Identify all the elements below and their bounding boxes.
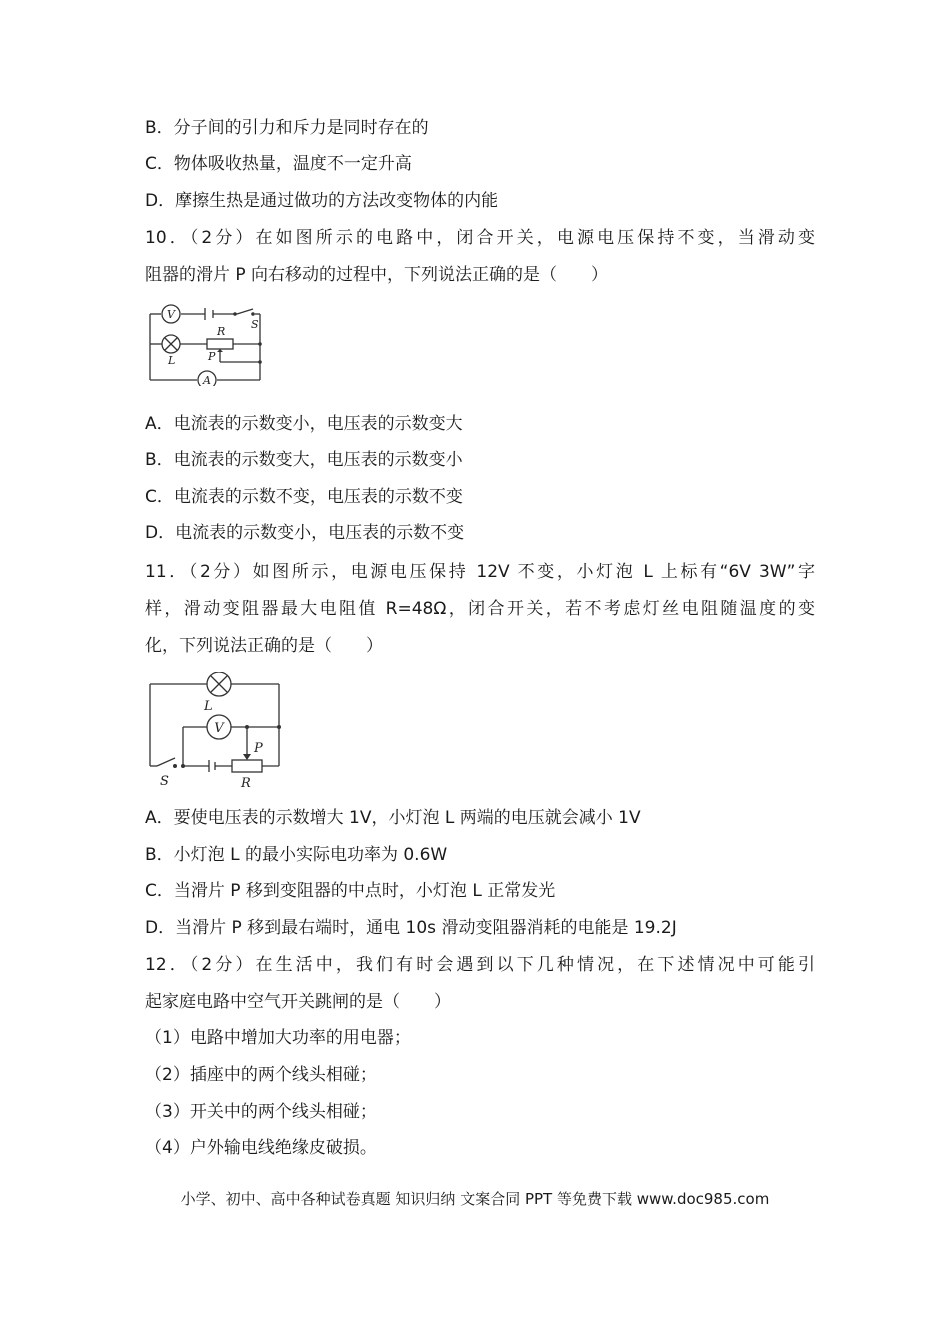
q11-stem-line1: 11．（2分）如图所示，电源电压保持 12V 不变，小灯泡 L 上标有“6V 3W”字 (145, 562, 815, 582)
q12-item-2: （2）插座中的两个线头相碰； (145, 1065, 377, 1085)
q11-option-b: B．小灯泡 L 的最小实际电功率为 0.6W (145, 845, 448, 865)
q10-ammeter-label: A (203, 374, 211, 386)
q12-item-3: （3）开关中的两个线头相碰； (145, 1102, 377, 1122)
q9-option-b: B．分子间的引力和斥力是同时存在的 (145, 118, 429, 138)
q11-stem-line2: 样，滑动变阻器最大电阻值 R=48Ω，闭合开关，若不考虑灯丝电阻随温度的变 (145, 599, 815, 619)
q12-item-4: （4）户外输电线绝缘皮破损。 (145, 1138, 377, 1158)
q11-stem-line3: 化，下列说法正确的是（ ） (145, 636, 383, 656)
q10-lamp-label: L (168, 354, 176, 367)
q11-switch-label: S (160, 774, 169, 789)
q10-option-c: C．电流表的示数不变，电压表的示数不变 (145, 487, 463, 507)
q11-option-a: A．要使电压表的示数增大 1V，小灯泡 L 两端的电压就会减小 1V (145, 808, 641, 828)
q11-resistor-label: R (241, 776, 251, 790)
q10-option-d: D．电流表的示数变小，电压表的示数不变 (145, 523, 465, 543)
q10-stem-line1: 10．（2分）在如图所示的电路中，闭合开关，电源电压保持不变，当滑动变 (145, 228, 815, 248)
q10-slider-label: P (208, 350, 216, 363)
q12-stem-line2: 起家庭电路中空气开关跳闸的是（ ） (145, 992, 451, 1012)
q10-option-a: A．电流表的示数变小，电压表的示数变大 (145, 414, 463, 434)
q9-option-c: C．物体吸收热量，温度不一定升高 (145, 154, 412, 174)
q12-item-1: （1）电路中增加大功率的用电器； (145, 1028, 411, 1048)
q10-voltmeter-label: V (167, 308, 175, 321)
q11-lamp-label: L (204, 699, 213, 714)
q10-stem-line2: 阻器的滑片 P 向右移动的过程中，下列说法正确的是（ ） (145, 265, 609, 285)
q10-switch-label: S (251, 318, 259, 331)
q11-voltmeter-label: V (214, 721, 224, 736)
q11-option-c: C．当滑片 P 移到变阻器的中点时，小灯泡 L 正常发光 (145, 881, 556, 901)
q10-option-b: B．电流表的示数变大，电压表的示数变小 (145, 450, 463, 470)
q10-resistor-label: R (217, 325, 226, 338)
q10-circuit-diagram (145, 300, 270, 386)
q11-circuit-diagram (145, 672, 285, 790)
q11-slider-label: P (254, 741, 263, 756)
q11-option-d: D．当滑片 P 移到最右端时，通电 10s 滑动变阻器消耗的电能是 19.2J (145, 918, 677, 938)
q9-option-d: D．摩擦生热是通过做功的方法改变物体的内能 (145, 191, 499, 211)
q12-stem-line1: 12．（2分）在生活中，我们有时会遇到以下几种情况，在下述情况中可能引 (145, 955, 815, 975)
page-footer: 小学、初中、高中各种试卷真题 知识归纳 文案合同 PPT 等免费下载 www.doc985.com (180, 1190, 770, 1208)
